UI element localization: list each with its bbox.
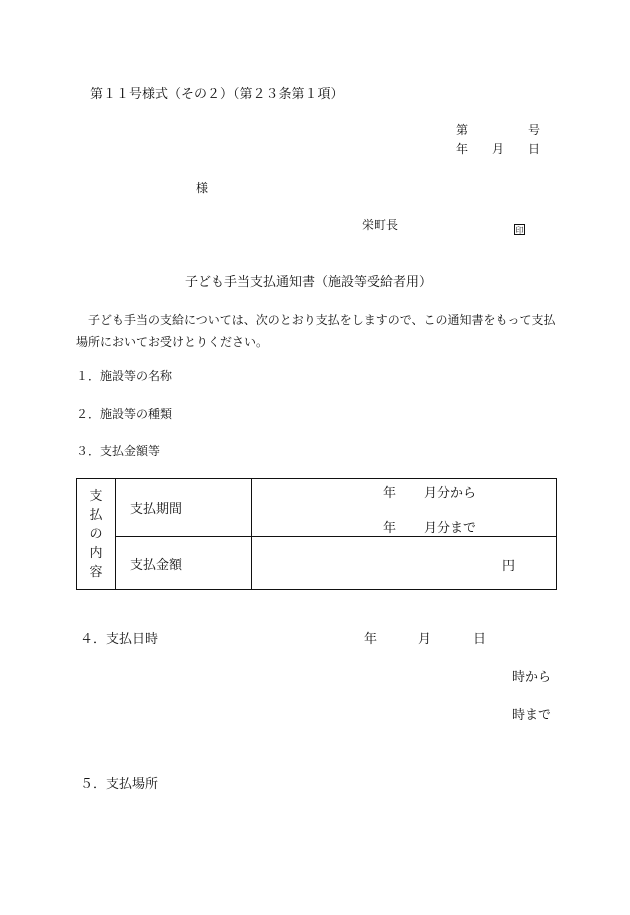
period-label: 支払期間 xyxy=(116,479,252,537)
date-year: 年 xyxy=(456,142,469,156)
payment-time-from: 時から xyxy=(512,670,552,685)
seal-mark xyxy=(514,218,525,237)
table-row-amount xyxy=(77,537,557,590)
period-from-year: 年 xyxy=(383,486,397,501)
amount-unit: 円 xyxy=(502,559,516,574)
payment-day: 日 xyxy=(473,632,487,647)
issuer: 栄町長 xyxy=(362,218,399,232)
item-facility-name: １．施設等の名称 xyxy=(76,369,173,383)
period-to-year: 年 xyxy=(383,521,397,536)
payment-content-table xyxy=(76,478,557,590)
seal-icon: 印 xyxy=(515,226,524,235)
group-char: の xyxy=(89,526,103,542)
period-to-month: 月分まで xyxy=(424,521,477,536)
amount-value xyxy=(252,537,557,590)
body-paragraph: 子ども手当の支給については、次のとおり支払をしますので、この通知書をもって支払場所においてお受けとりください。 xyxy=(76,313,556,349)
payment-year: 年 xyxy=(364,632,378,647)
document-title: 子ども手当支払通知書（施設等受給者用） xyxy=(185,275,433,290)
amount-label: 支払金額 xyxy=(116,537,252,590)
form-id: 第１１号様式（その２）（第２３条第１項） xyxy=(90,87,344,102)
recipient-suffix: 様 xyxy=(196,181,209,195)
item-facility-type: ２．施設等の種類 xyxy=(76,407,173,421)
payment-place-label: ５．支払場所 xyxy=(80,777,159,792)
period-from-month: 月分から xyxy=(424,486,477,501)
period-value xyxy=(252,479,557,537)
date-month: 月 xyxy=(492,142,505,156)
group-char: 内 xyxy=(89,545,103,561)
number-go: 号 xyxy=(528,123,541,137)
number-dai: 第 xyxy=(456,123,469,137)
table-row-period xyxy=(77,479,557,537)
payment-content-group-label xyxy=(77,479,116,590)
group-char: 払 xyxy=(89,507,103,523)
item-payment-amount: ３．支払金額等 xyxy=(76,444,161,458)
payment-month: 月 xyxy=(418,632,432,647)
date-day: 日 xyxy=(528,142,541,156)
group-char: 支 xyxy=(89,488,103,504)
group-char: 容 xyxy=(89,564,103,580)
payment-datetime-label: ４．支払日時 xyxy=(80,632,159,647)
payment-time-to: 時まで xyxy=(512,708,552,723)
